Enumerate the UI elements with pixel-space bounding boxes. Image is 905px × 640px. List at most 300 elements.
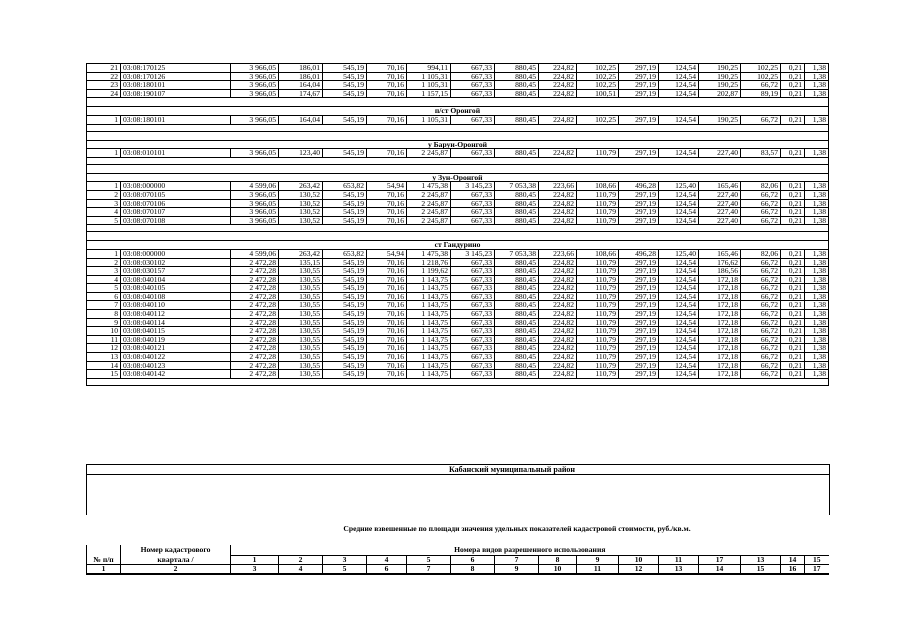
value-cell: 545,19 xyxy=(323,284,367,293)
value-cell: 224,82 xyxy=(539,310,577,319)
value-cell: 667,33 xyxy=(451,115,495,124)
quarter-number: 03:08:190107 xyxy=(121,89,231,98)
value-cell: 2 472,28 xyxy=(231,370,279,379)
value-cell: 89,19 xyxy=(741,89,781,98)
value-cell: 172,18 xyxy=(699,301,741,310)
value-cell: 1 143,75 xyxy=(407,275,451,284)
value-cell: 70,16 xyxy=(367,361,407,370)
value-cell: 66,72 xyxy=(741,190,781,199)
value-cell: 102,25 xyxy=(741,72,781,81)
table-row xyxy=(87,89,829,98)
value-cell: 297,19 xyxy=(619,216,659,225)
value-cell: 667,33 xyxy=(451,64,495,73)
table-subtitle: Средние взвешенные по площади значения удельных показателей кадастровой стоимости, руб./кв.м. xyxy=(343,524,691,533)
value-cell: 172,18 xyxy=(699,344,741,353)
table-row xyxy=(87,115,829,124)
value-cell: 2 472,28 xyxy=(231,310,279,319)
value-cell: 545,19 xyxy=(323,190,367,199)
value-cell: 0,21 xyxy=(781,344,805,353)
value-cell: 70,16 xyxy=(367,72,407,81)
section-title: ст Гандурино xyxy=(87,241,829,250)
value-cell: 0,21 xyxy=(781,208,805,217)
value-cell: 545,19 xyxy=(323,149,367,158)
table-row xyxy=(87,310,829,319)
row-number: 21 xyxy=(87,64,121,73)
value-cell: 224,82 xyxy=(539,292,577,301)
value-cell: 66,72 xyxy=(741,284,781,293)
value-cell: 297,19 xyxy=(619,258,659,267)
value-cell: 124,54 xyxy=(659,318,699,327)
value-cell: 224,82 xyxy=(539,284,577,293)
value-cell: 130,55 xyxy=(279,275,323,284)
column-index: 6 xyxy=(367,565,407,575)
table-row xyxy=(87,292,829,301)
value-cell: 70,16 xyxy=(367,267,407,276)
value-cell: 1 143,75 xyxy=(407,361,451,370)
value-cell: 70,16 xyxy=(367,318,407,327)
value-cell: 297,19 xyxy=(619,208,659,217)
value-cell: 0,21 xyxy=(781,216,805,225)
value-cell: 667,33 xyxy=(451,258,495,267)
value-cell: 0,21 xyxy=(781,72,805,81)
value-cell: 3 966,05 xyxy=(231,81,279,90)
value-cell: 110,79 xyxy=(577,292,619,301)
value-cell: 130,55 xyxy=(279,301,323,310)
value-cell: 1 218,76 xyxy=(407,258,451,267)
row-number: 3 xyxy=(87,267,121,276)
value-cell: 54,94 xyxy=(367,182,407,191)
value-cell: 130,52 xyxy=(279,199,323,208)
table-row xyxy=(87,149,829,158)
value-cell: 102,25 xyxy=(577,115,619,124)
value-cell: 130,55 xyxy=(279,284,323,293)
value-cell: 70,16 xyxy=(367,370,407,379)
value-cell: 880,45 xyxy=(495,310,539,319)
section-title-row xyxy=(87,107,829,116)
value-cell: 2 472,28 xyxy=(231,258,279,267)
spacer-cell xyxy=(87,157,829,164)
value-cell: 70,16 xyxy=(367,115,407,124)
value-cell: 0,21 xyxy=(781,353,805,362)
value-cell: 124,54 xyxy=(659,327,699,336)
value-cell: 545,19 xyxy=(323,216,367,225)
value-cell: 130,55 xyxy=(279,267,323,276)
value-cell: 108,66 xyxy=(577,249,619,258)
value-cell: 880,45 xyxy=(495,292,539,301)
value-cell: 1 143,75 xyxy=(407,327,451,336)
value-cell: 1 143,75 xyxy=(407,344,451,353)
column-index: 7 xyxy=(407,565,451,575)
value-cell: 1,38 xyxy=(805,335,829,344)
value-cell: 124,54 xyxy=(659,344,699,353)
value-cell: 545,19 xyxy=(323,335,367,344)
value-cell: 124,54 xyxy=(659,199,699,208)
value-cell: 110,79 xyxy=(577,208,619,217)
value-cell: 880,45 xyxy=(495,267,539,276)
value-cell: 66,72 xyxy=(741,310,781,319)
value-cell: 0,21 xyxy=(781,267,805,276)
value-cell: 0,21 xyxy=(781,310,805,319)
value-cell: 1 143,75 xyxy=(407,353,451,362)
value-cell: 545,19 xyxy=(323,64,367,73)
type-number: 4 xyxy=(367,556,407,565)
value-cell: 297,19 xyxy=(619,284,659,293)
value-cell: 1 475,38 xyxy=(407,182,451,191)
value-cell: 3 145,23 xyxy=(451,249,495,258)
value-cell: 880,45 xyxy=(495,216,539,225)
value-cell: 1,38 xyxy=(805,72,829,81)
header-types-title: Номера видов разрешенного использования xyxy=(231,545,829,556)
value-cell: 70,16 xyxy=(367,353,407,362)
header-index-row xyxy=(87,565,829,575)
value-cell: 880,45 xyxy=(495,344,539,353)
value-cell: 0,21 xyxy=(781,115,805,124)
header-num-blank xyxy=(87,545,121,556)
value-cell: 110,79 xyxy=(577,361,619,370)
type-number: 10 xyxy=(619,556,659,565)
value-cell: 1 143,75 xyxy=(407,335,451,344)
table-row xyxy=(87,199,829,208)
value-cell: 123,40 xyxy=(279,149,323,158)
value-cell: 82,06 xyxy=(741,182,781,191)
value-cell: 496,28 xyxy=(619,249,659,258)
value-cell: 1 143,75 xyxy=(407,292,451,301)
value-cell: 1,38 xyxy=(805,89,829,98)
value-cell: 202,87 xyxy=(699,89,741,98)
column-index: 16 xyxy=(781,565,805,575)
value-cell: 1,38 xyxy=(805,361,829,370)
quarter-number: 03:08:040121 xyxy=(121,344,231,353)
column-index: 15 xyxy=(741,565,781,575)
value-cell: 66,72 xyxy=(741,370,781,379)
district-title: Кабанский муниципальный район xyxy=(448,465,576,474)
value-cell: 224,82 xyxy=(539,370,577,379)
value-cell: 0,21 xyxy=(781,199,805,208)
value-cell: 297,19 xyxy=(619,199,659,208)
value-cell: 667,33 xyxy=(451,310,495,319)
value-cell: 164,04 xyxy=(279,81,323,90)
data-table-area xyxy=(86,63,828,386)
value-cell: 130,52 xyxy=(279,216,323,225)
value-cell: 1,38 xyxy=(805,81,829,90)
value-cell: 66,72 xyxy=(741,267,781,276)
value-cell: 667,33 xyxy=(451,149,495,158)
table-row xyxy=(87,353,829,362)
value-cell: 0,21 xyxy=(781,361,805,370)
spacer-cell xyxy=(87,131,829,140)
value-cell: 3 966,05 xyxy=(231,216,279,225)
spacer-cell xyxy=(87,164,829,173)
value-cell: 1,38 xyxy=(805,292,829,301)
value-cell: 110,79 xyxy=(577,370,619,379)
value-cell: 880,45 xyxy=(495,335,539,344)
column-index: 3 xyxy=(231,565,279,575)
value-cell: 190,25 xyxy=(699,64,741,73)
value-cell: 545,19 xyxy=(323,199,367,208)
quarter-number: 03:08:040115 xyxy=(121,327,231,336)
value-cell: 70,16 xyxy=(367,64,407,73)
quarter-number: 03:08:040123 xyxy=(121,361,231,370)
value-cell: 1 199,62 xyxy=(407,267,451,276)
value-cell: 66,72 xyxy=(741,258,781,267)
value-cell: 667,33 xyxy=(451,301,495,310)
spacer-cell xyxy=(87,124,829,131)
value-cell: 667,33 xyxy=(451,370,495,379)
value-cell: 1,38 xyxy=(805,275,829,284)
value-cell: 880,45 xyxy=(495,318,539,327)
value-cell: 66,72 xyxy=(741,115,781,124)
value-cell: 172,18 xyxy=(699,361,741,370)
value-cell: 124,54 xyxy=(659,275,699,284)
value-cell: 545,19 xyxy=(323,72,367,81)
value-cell: 66,72 xyxy=(741,81,781,90)
row-number: 6 xyxy=(87,292,121,301)
value-cell: 124,54 xyxy=(659,216,699,225)
section-title: у Зун-Оронгой xyxy=(87,173,829,182)
value-cell: 0,21 xyxy=(781,335,805,344)
spacer-row xyxy=(87,124,829,131)
value-cell: 3 966,05 xyxy=(231,190,279,199)
quarter-number: 03:08:040105 xyxy=(121,284,231,293)
value-cell: 224,82 xyxy=(539,89,577,98)
quarter-number: 03:08:000000 xyxy=(121,249,231,258)
quarter-number: 03:08:040108 xyxy=(121,292,231,301)
spacer-cell xyxy=(87,98,829,107)
value-cell: 667,33 xyxy=(451,292,495,301)
value-cell: 124,54 xyxy=(659,89,699,98)
value-cell: 70,16 xyxy=(367,301,407,310)
value-cell: 124,54 xyxy=(659,267,699,276)
value-cell: 1,38 xyxy=(805,115,829,124)
row-number: 15 xyxy=(87,370,121,379)
value-cell: 496,28 xyxy=(619,182,659,191)
row-number: 8 xyxy=(87,310,121,319)
value-cell: 100,51 xyxy=(577,89,619,98)
spacer-cell xyxy=(87,232,829,241)
value-cell: 3 966,05 xyxy=(231,208,279,217)
value-cell: 1 143,75 xyxy=(407,310,451,319)
value-cell: 110,79 xyxy=(577,267,619,276)
value-cell: 223,66 xyxy=(539,249,577,258)
table-row xyxy=(87,284,829,293)
value-cell: 130,55 xyxy=(279,344,323,353)
value-cell: 667,33 xyxy=(451,318,495,327)
row-number: 1 xyxy=(87,115,121,124)
value-cell: 263,42 xyxy=(279,182,323,191)
column-index: 17 xyxy=(805,565,829,575)
value-cell: 667,33 xyxy=(451,216,495,225)
value-cell: 227,40 xyxy=(699,208,741,217)
value-cell: 110,79 xyxy=(577,216,619,225)
value-cell: 1,38 xyxy=(805,267,829,276)
value-cell: 1 105,31 xyxy=(407,115,451,124)
value-cell: 102,25 xyxy=(741,64,781,73)
column-index: 13 xyxy=(659,565,699,575)
table-row xyxy=(87,182,829,191)
value-cell: 190,25 xyxy=(699,72,741,81)
value-cell: 545,19 xyxy=(323,318,367,327)
value-cell: 102,25 xyxy=(577,72,619,81)
value-cell: 124,54 xyxy=(659,149,699,158)
value-cell: 667,33 xyxy=(451,208,495,217)
value-cell: 545,19 xyxy=(323,258,367,267)
value-cell: 297,19 xyxy=(619,344,659,353)
column-index: 9 xyxy=(495,565,539,575)
value-cell: 70,16 xyxy=(367,292,407,301)
blank-area xyxy=(86,475,830,515)
value-cell: 3 966,05 xyxy=(231,199,279,208)
quarter-number: 03:08:070106 xyxy=(121,199,231,208)
section-title: у Баруи-Оронгой xyxy=(87,140,829,149)
header-quarter-line2: квартала / xyxy=(121,556,231,565)
value-cell: 545,19 xyxy=(323,327,367,336)
type-number: 3 xyxy=(323,556,367,565)
value-cell: 66,72 xyxy=(741,335,781,344)
value-cell: 110,79 xyxy=(577,318,619,327)
value-cell: 1,38 xyxy=(805,249,829,258)
value-cell: 66,72 xyxy=(741,216,781,225)
value-cell: 2 472,28 xyxy=(231,353,279,362)
value-cell: 224,82 xyxy=(539,301,577,310)
row-number: 2 xyxy=(87,190,121,199)
value-cell: 2 245,87 xyxy=(407,208,451,217)
value-cell: 667,33 xyxy=(451,353,495,362)
row-number: 12 xyxy=(87,344,121,353)
value-cell: 108,66 xyxy=(577,182,619,191)
value-cell: 124,54 xyxy=(659,208,699,217)
value-cell: 172,18 xyxy=(699,310,741,319)
row-number: 1 xyxy=(87,149,121,158)
value-cell: 66,72 xyxy=(741,318,781,327)
value-cell: 545,19 xyxy=(323,275,367,284)
value-cell: 190,25 xyxy=(699,81,741,90)
row-number: 5 xyxy=(87,284,121,293)
value-cell: 880,45 xyxy=(495,64,539,73)
value-cell: 880,45 xyxy=(495,149,539,158)
row-number: 22 xyxy=(87,72,121,81)
value-cell: 70,16 xyxy=(367,216,407,225)
value-cell: 110,79 xyxy=(577,301,619,310)
value-cell: 880,45 xyxy=(495,275,539,284)
value-cell: 124,54 xyxy=(659,258,699,267)
value-cell: 4 599,06 xyxy=(231,182,279,191)
value-cell: 1,38 xyxy=(805,190,829,199)
value-cell: 224,82 xyxy=(539,267,577,276)
column-index: 5 xyxy=(323,565,367,575)
value-cell: 110,79 xyxy=(577,275,619,284)
table-row xyxy=(87,267,829,276)
value-cell: 130,55 xyxy=(279,310,323,319)
quarter-number: 03:08:010101 xyxy=(121,149,231,158)
quarter-number: 03:08:180101 xyxy=(121,81,231,90)
table-row xyxy=(87,249,829,258)
value-cell: 297,19 xyxy=(619,361,659,370)
value-cell: 165,46 xyxy=(699,182,741,191)
row-number: 10 xyxy=(87,327,121,336)
value-cell: 297,19 xyxy=(619,292,659,301)
value-cell: 297,19 xyxy=(619,190,659,199)
quarter-number: 03:08:000000 xyxy=(121,182,231,191)
value-cell: 1,38 xyxy=(805,310,829,319)
value-cell: 545,19 xyxy=(323,310,367,319)
value-cell: 2 245,87 xyxy=(407,199,451,208)
value-cell: 110,79 xyxy=(577,335,619,344)
value-cell: 176,62 xyxy=(699,258,741,267)
value-cell: 172,18 xyxy=(699,335,741,344)
value-cell: 227,40 xyxy=(699,216,741,225)
value-cell: 1 143,75 xyxy=(407,284,451,293)
value-cell: 0,21 xyxy=(781,327,805,336)
value-cell: 224,82 xyxy=(539,199,577,208)
table-row xyxy=(87,216,829,225)
value-cell: 124,54 xyxy=(659,301,699,310)
section-title: п/ст Оронгой xyxy=(87,107,829,116)
value-cell: 2 472,28 xyxy=(231,327,279,336)
value-cell: 224,82 xyxy=(539,72,577,81)
value-cell: 224,82 xyxy=(539,327,577,336)
table-row xyxy=(87,318,829,327)
table-row xyxy=(87,190,829,199)
value-cell: 667,33 xyxy=(451,335,495,344)
value-cell: 653,82 xyxy=(323,182,367,191)
value-cell: 545,19 xyxy=(323,361,367,370)
value-cell: 1 143,75 xyxy=(407,370,451,379)
section-title-row xyxy=(87,140,829,149)
value-cell: 110,79 xyxy=(577,149,619,158)
value-cell: 880,45 xyxy=(495,370,539,379)
value-cell: 190,25 xyxy=(699,115,741,124)
cadastral-value-table xyxy=(86,63,829,386)
type-number: 8 xyxy=(539,556,577,565)
quarter-number: 03:08:040122 xyxy=(121,353,231,362)
value-cell: 165,46 xyxy=(699,249,741,258)
value-cell: 667,33 xyxy=(451,284,495,293)
value-cell: 70,16 xyxy=(367,190,407,199)
value-cell: 2 245,87 xyxy=(407,149,451,158)
value-cell: 1,38 xyxy=(805,208,829,217)
value-cell: 2 472,28 xyxy=(231,318,279,327)
value-cell: 110,79 xyxy=(577,353,619,362)
value-cell: 880,45 xyxy=(495,284,539,293)
value-cell: 297,19 xyxy=(619,64,659,73)
type-number: 9 xyxy=(577,556,619,565)
type-number: 5 xyxy=(407,556,451,565)
value-cell: 224,82 xyxy=(539,190,577,199)
value-cell: 124,54 xyxy=(659,64,699,73)
value-cell: 66,72 xyxy=(741,208,781,217)
column-header-table xyxy=(86,545,829,575)
spacer-row xyxy=(87,131,829,140)
table-row xyxy=(87,208,829,217)
value-cell: 667,33 xyxy=(451,89,495,98)
value-cell: 0,21 xyxy=(781,292,805,301)
value-cell: 297,19 xyxy=(619,370,659,379)
value-cell: 880,45 xyxy=(495,258,539,267)
row-number: 23 xyxy=(87,81,121,90)
quarter-number: 03:08:070107 xyxy=(121,208,231,217)
row-number: 3 xyxy=(87,199,121,208)
row-number: 7 xyxy=(87,301,121,310)
value-cell: 172,18 xyxy=(699,327,741,336)
value-cell: 66,72 xyxy=(741,361,781,370)
value-cell: 3 966,05 xyxy=(231,72,279,81)
value-cell: 2 472,28 xyxy=(231,292,279,301)
value-cell: 545,19 xyxy=(323,292,367,301)
value-cell: 297,19 xyxy=(619,301,659,310)
district-header-block xyxy=(86,464,828,575)
spacer-row xyxy=(87,98,829,107)
spacer-row xyxy=(87,157,829,164)
